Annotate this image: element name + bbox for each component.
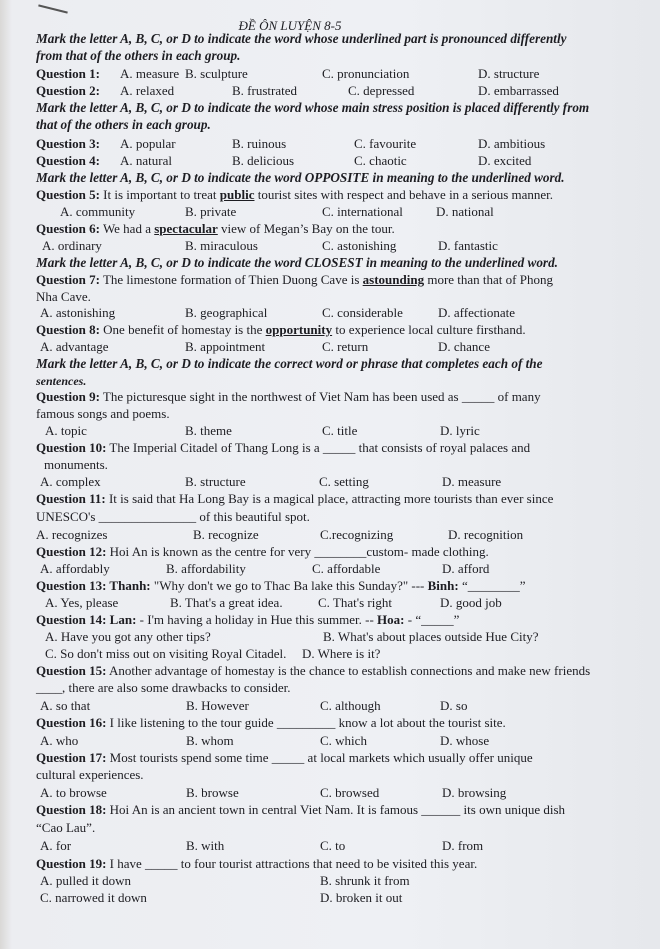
- stem: I like listening to the tour guide _________ know a lot about the tourist site.: [106, 715, 506, 730]
- question-13: [36, 578, 526, 594]
- option-d: D. fantastic: [438, 238, 498, 253]
- option-d: D. structure: [478, 66, 540, 81]
- option-c: C. setting: [319, 474, 369, 489]
- instruction-complete-cont: sentences.: [36, 374, 87, 388]
- blank: - “_____”: [404, 612, 460, 627]
- option-b: B. ruinous: [232, 136, 287, 151]
- option-a: A. recognizes: [36, 527, 108, 542]
- option-b: B. sculpture: [185, 66, 248, 81]
- question-label: Question 8:: [36, 322, 100, 337]
- speaker: Binh:: [427, 578, 459, 593]
- instruction-opposite: Mark the letter A, B, C, or D to indicate the word OPPOSITE in meaning to the underlined word.: [36, 170, 565, 185]
- option-a: A. community: [60, 204, 136, 219]
- stem: The Imperial Citadel of Thang Long is a _____ that consists of royal palaces and: [106, 440, 531, 455]
- option-c: C. considerable: [322, 305, 403, 320]
- option-b: B. with: [186, 838, 225, 853]
- option-a: A. topic: [45, 423, 87, 438]
- stem: Hoi An is known as the centre for very ________custom- made clothing.: [106, 544, 489, 559]
- pen-mark: [38, 4, 68, 13]
- option-d: D. lyric: [440, 423, 480, 438]
- question-label: Question 4:: [36, 153, 100, 168]
- option-b: B. appointment: [185, 339, 266, 354]
- question-11-cont: UNESCO's _______________ of this beautiful spot.: [36, 509, 310, 524]
- option-d: D. Where is it?: [302, 646, 381, 661]
- option-b: B. geographical: [185, 305, 268, 320]
- question-label: Question 6:: [36, 221, 100, 236]
- question-15-cont: ____, there are also some drawbacks to consider.: [36, 680, 291, 695]
- option-b: B. private: [185, 204, 237, 219]
- question-14: [36, 612, 459, 628]
- option-b: B. whom: [186, 733, 234, 748]
- option-a: A. pulled it down: [40, 873, 131, 888]
- speaker: Hoa:: [377, 612, 405, 627]
- question-label: Question 3:: [36, 136, 100, 151]
- question-8: [36, 322, 526, 338]
- option-d: D. whose: [440, 733, 490, 748]
- underlined-word: astounding: [362, 272, 425, 287]
- option-c: C. So don't miss out on visiting Royal Citadel.: [45, 646, 287, 661]
- option-c: C.recognizing: [320, 527, 394, 542]
- question-7-cont: Nha Cave.: [36, 289, 91, 304]
- question-label: Question 18:: [36, 802, 107, 817]
- question-17-cont: cultural experiences.: [36, 767, 144, 782]
- option-b: B. recognize: [193, 527, 259, 542]
- option-a: A. affordably: [40, 561, 110, 576]
- option-b: B. theme: [185, 423, 232, 438]
- question-label: Question 15:: [36, 663, 107, 678]
- question-label: Question 14:: [36, 612, 107, 627]
- option-a: A. popular: [120, 136, 176, 151]
- question-7: [36, 272, 553, 288]
- stem: I have _____ to four tourist attractions that need to be visited this year.: [106, 856, 478, 871]
- question-16: [36, 715, 506, 731]
- option-a: A. to browse: [40, 785, 107, 800]
- option-d: D. national: [436, 204, 494, 219]
- instruction-stress-cont: that of the others in each group.: [36, 117, 211, 132]
- option-b: B. What's about places outside Hue City?: [323, 629, 539, 644]
- option-d: D. so: [440, 698, 468, 713]
- stem: - I'm having a holiday in Hue this summer. --: [136, 612, 378, 627]
- option-d: D. from: [442, 838, 484, 853]
- option-b: B. shrunk it from: [320, 873, 410, 888]
- speaker: Thanh:: [106, 578, 151, 593]
- stem: The picturesque sight in the northwest of Viet Nam has been used as _____ of many: [99, 389, 541, 404]
- option-c: C. although: [320, 698, 381, 713]
- question-label: Question 11:: [36, 491, 106, 506]
- option-b: B. frustrated: [232, 83, 297, 98]
- question-2: [36, 83, 559, 99]
- instruction-complete: Mark the letter A, B, C, or D to indicate the correct word or phrase that completes each of the: [36, 356, 543, 371]
- question-12: [36, 544, 489, 560]
- option-c: C. astonishing: [322, 238, 397, 253]
- option-d: D. embarrassed: [478, 83, 559, 98]
- question-4: [36, 153, 532, 169]
- instruction-stress: Mark the letter A, B, C, or D to indicate the word whose main stress position is placed differently from: [36, 100, 590, 115]
- stem: It is important to treat: [103, 187, 220, 202]
- question-label: Question 17:: [36, 750, 107, 765]
- option-c: C. favourite: [354, 136, 417, 151]
- question-11: [36, 491, 553, 507]
- question-19: [36, 856, 477, 872]
- option-a: A. natural: [120, 153, 172, 168]
- question-10: [36, 440, 530, 456]
- option-c: C. depressed: [348, 83, 415, 98]
- question-label: Question 10:: [36, 440, 107, 455]
- blank: “________”: [458, 578, 526, 593]
- question-5: [36, 187, 553, 203]
- question-18: [36, 802, 565, 818]
- option-a: A. astonishing: [40, 305, 116, 320]
- question-3: [36, 136, 546, 152]
- option-a: A. Have you got any other tips?: [45, 629, 211, 644]
- option-c: C. chaotic: [354, 153, 407, 168]
- option-c: C. return: [322, 339, 369, 354]
- option-c: C. title: [322, 423, 358, 438]
- option-a: A. complex: [40, 474, 101, 489]
- instruction-pronunciation-cont: from that of the others in each group.: [36, 48, 241, 63]
- question-9: [36, 389, 541, 405]
- instruction-pronunciation: Mark the letter A, B, C, or D to indicate the word whose underlined part is pronounced differently: [36, 31, 567, 46]
- stem: Hoi An is an ancient town in central Viet Nam. It is famous ______ its own unique dish: [106, 802, 566, 817]
- option-d: D. ambitious: [478, 136, 546, 151]
- question-label: Question 9:: [36, 389, 100, 404]
- question-17: [36, 750, 533, 766]
- question-label: Question 2:: [36, 83, 100, 98]
- option-b: B. structure: [185, 474, 246, 489]
- question-10-cont: monuments.: [44, 457, 108, 472]
- page-title: ĐỀ ÔN LUYỆN 8-5: [238, 18, 342, 33]
- option-c: C. pronunciation: [322, 66, 410, 81]
- stem: We had a: [102, 221, 155, 236]
- question-18-cont: “Cao Lau”.: [36, 820, 96, 835]
- option-b: B. browse: [186, 785, 239, 800]
- stem-end: view of Megan’s Bay on the tour.: [217, 221, 395, 236]
- option-a: A. measure: [120, 66, 180, 81]
- underlined-word: spectacular: [154, 221, 218, 236]
- question-label: Question 7:: [36, 272, 100, 287]
- question-9-cont: famous songs and poems.: [36, 406, 170, 421]
- question-label: Question 16:: [36, 715, 107, 730]
- question-15: [36, 663, 590, 679]
- question-6: [36, 221, 395, 237]
- question-label: Question 5:: [36, 187, 100, 202]
- stem: One benefit of homestay is the: [103, 322, 266, 337]
- instruction-closest: Mark the letter A, B, C, or D to indicate the word CLOSEST in meaning to the underlined word.: [36, 255, 558, 270]
- option-c: C. That's right: [318, 595, 392, 610]
- question-label: Question 19:: [36, 856, 107, 871]
- option-a: A. advantage: [40, 339, 109, 354]
- stem-end: to experience local culture firsthand.: [332, 322, 526, 337]
- stem: Most tourists spend some time _____ at local markets which usually offer unique: [106, 750, 533, 765]
- option-c: C. browsed: [320, 785, 380, 800]
- option-a: A. for: [40, 838, 72, 853]
- option-d: D. browsing: [442, 785, 507, 800]
- option-d: D. afford: [442, 561, 490, 576]
- option-a: A. Yes, please: [45, 595, 119, 610]
- stem: It is said that Ha Long Bay is a magical place, attracting more tourists than ever since: [105, 491, 554, 506]
- option-b: B. delicious: [232, 153, 295, 168]
- stem-end: tourist sites with respect and behave in a serious manner.: [254, 187, 554, 202]
- option-c: C. which: [320, 733, 367, 748]
- option-d: D. recognition: [448, 527, 524, 542]
- option-a: A. so that: [40, 698, 91, 713]
- option-a: A. ordinary: [42, 238, 102, 253]
- underlined-word: public: [219, 187, 255, 202]
- option-d: D. chance: [438, 339, 490, 354]
- option-d: D. good job: [440, 595, 502, 610]
- option-b: B. affordability: [166, 561, 246, 576]
- question-1: [36, 66, 540, 82]
- stem: The limestone formation of Thien Duong Cave is: [102, 272, 363, 287]
- option-c: C. narrowed it down: [40, 890, 147, 905]
- option-d: D. affectionate: [438, 305, 515, 320]
- underlined-word: opportunity: [265, 322, 333, 337]
- question-label: Question 13:: [36, 578, 107, 593]
- question-label: Question 1:: [36, 66, 100, 81]
- option-c: C. affordable: [312, 561, 381, 576]
- option-a: A. relaxed: [120, 83, 175, 98]
- option-b: B. However: [186, 698, 249, 713]
- speaker: Lan:: [106, 612, 137, 627]
- stem: "Why don't we go to Thac Ba lake this Sunday?" ---: [150, 578, 428, 593]
- option-d: D. measure: [442, 474, 502, 489]
- option-c: C. international: [322, 204, 403, 219]
- option-c: C. to: [320, 838, 346, 853]
- option-d: D. excited: [478, 153, 532, 168]
- stem-end: more than that of Phong: [424, 272, 553, 287]
- option-b: B. miraculous: [185, 238, 258, 253]
- option-d: D. broken it out: [320, 890, 403, 905]
- stem: Another advantage of homestay is the chance to establish connections and make new friends: [106, 663, 591, 678]
- option-a: A. who: [40, 733, 79, 748]
- option-b: B. That's a great idea.: [170, 595, 283, 610]
- question-label: Question 12:: [36, 544, 107, 559]
